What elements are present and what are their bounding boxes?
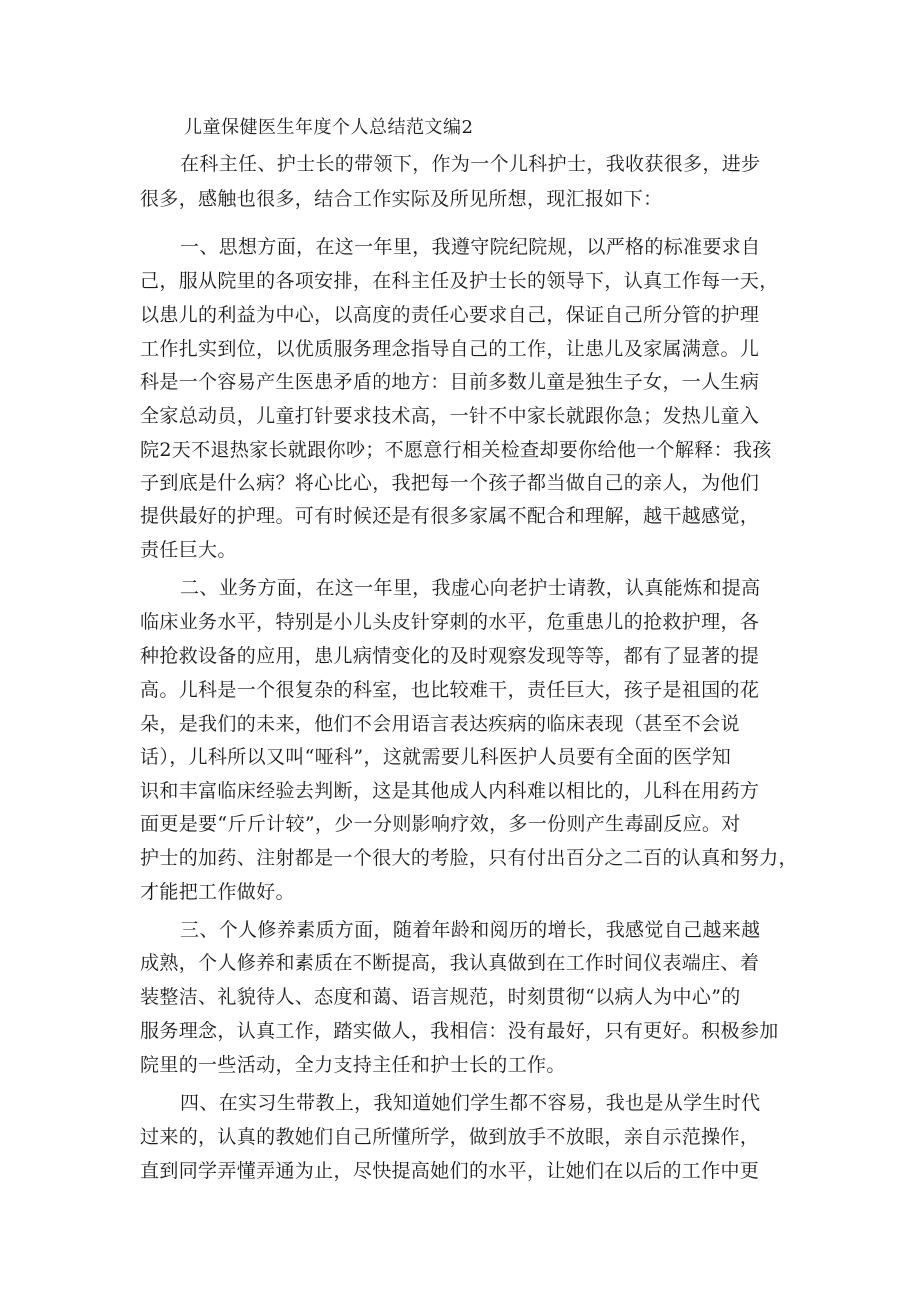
text-line: 朵，是我们的未来，他们不会用语言表达疾病的临床表现（甚至不会说: [140, 713, 740, 735]
text-line: 高。儿科是一个很复杂的科室，也比较难干，责任巨大，孩子是祖国的花: [140, 679, 760, 701]
text-line: 子到底是什么病？将心比心，我把每一个孩子都当做自己的亲人，为他们: [140, 472, 760, 494]
text-line: 一、思想方面，在这一年里，我遵守院纪院规，以严格的标准要求自: [180, 236, 761, 258]
text-line: 面更是要“斤斤计较”，少一分则影响疗效，多一份则产生毒副反应。对: [140, 813, 741, 835]
text-line: 护士的加药、注射都是一个很大的考脸，只有付出百分之二百的认真和努力，: [140, 847, 798, 869]
text-line: 以患儿的利益为中心，以高度的责任心要求自己，保证自己所分管的护理: [140, 304, 760, 326]
text-line: 三、个人修养素质方面，随着年龄和阅历的增长，我感觉自己越来越: [180, 919, 761, 941]
text-line: 院2天不退热家长就跟你吵；不愿意行相关检查却要你给他一个解释：我孩: [140, 439, 772, 461]
text-line: 在科主任、护士长的带领下，作为一个儿科护士，我收获很多，进步: [180, 153, 761, 175]
text-line: 过来的，认真的教她们自己所懂所学，做到放手不放眼，亲自示范操作，: [140, 1126, 760, 1148]
text-line: 工作扎实到位，以优质服务理念指导自己的工作，让患儿及家属满意。儿: [140, 338, 760, 360]
text-line: 装整洁、礼貌待人、态度和蔼、语言规范，时刻贯彻“以病人为中心”的: [140, 986, 741, 1008]
text-line: 己，服从院里的各项安排，在科主任及护士长的领导下，认真工作每一天，: [140, 270, 779, 292]
text-line: 临床业务水平，特别是小儿头皮针穿刺的水平，危重患儿的抢救护理，各: [140, 611, 760, 633]
text-line: 直到同学弄懂弄通为止，尽快提高她们的水平，让她们在以后的工作中更: [140, 1160, 760, 1182]
text-line: 二、业务方面，在这一年里，我虚心向老护士请教，认真能炼和提高: [180, 577, 761, 599]
text-line: 提供最好的护理。可有时候还是有很多家属不配合和理解，越干越感觉，: [140, 505, 760, 527]
text-line: 很多，感触也很多，结合工作实际及所见所想，现汇报如下：: [140, 188, 663, 210]
text-line: 责任巨大。: [140, 539, 237, 561]
text-line: 全家总动员，儿童打针要求技术高，一针不中家长就跟你急；发热儿童入: [140, 405, 760, 427]
text-line: 科是一个容易产生医患矛盾的地方：目前多数儿童是独生子女，一人生病: [140, 371, 760, 393]
text-line: 成熟，个人修养和素质在不断提高，我认真做到在工作时间仪表端庄、着: [140, 952, 760, 974]
text-line: 种抢救设备的应用，患儿病情变化的及时观察发现等等，都有了显著的提: [140, 645, 760, 667]
text-line: 才能把工作做好。: [140, 881, 295, 903]
text-line: 服务理念，认真工作，踏实做人，我相信：没有最好，只有更好。积极参加: [140, 1020, 779, 1042]
text-line: 识和丰富临床经验去判断，这是其他成人内科难以相比的，儿科在用药方: [140, 780, 760, 802]
text-line: 院里的一些活动，全力支持主任和护士长的工作。: [140, 1054, 566, 1076]
text-line: 四、在实习生带教上，我知道她们学生都不容易，我也是从学生时代: [180, 1092, 761, 1114]
document-title: 儿童保健医生年度个人总结范文编2: [184, 117, 474, 138]
text-line: 话），儿科所以又叫“哑科”，这就需要儿科医护人员要有全面的医学知: [140, 746, 732, 768]
